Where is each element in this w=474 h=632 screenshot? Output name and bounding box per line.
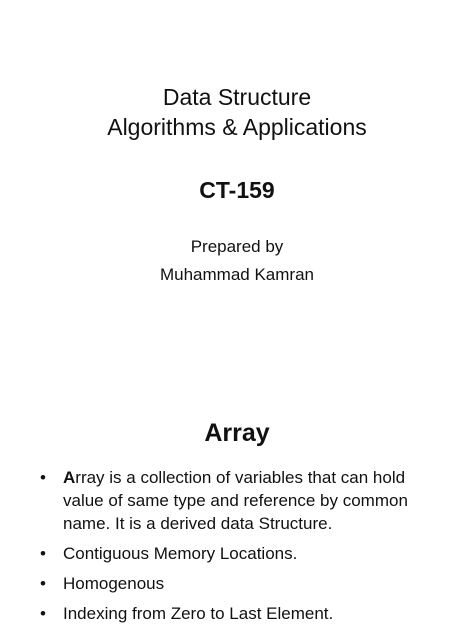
list-item [40,602,440,625]
list-item [40,572,440,595]
slide-title-line-1: Data Structure [162,84,312,110]
course-code: CT-159 [199,177,275,203]
list-item [40,542,440,565]
array-slide [0,316,474,632]
list-item [40,466,440,535]
bullet-text-line: Indexing from Zero to Last Element. [63,604,334,623]
bullet-text-line: name. It is a derived data Structure. [63,514,333,533]
slide-title-line-2: Algorithms & Applications [107,114,367,140]
prepared-by-label: Prepared by [190,237,284,256]
bullet-text-line [63,466,440,489]
bullet-text-line: Contiguous Memory Locations. [63,544,298,563]
slide-title: Array [204,419,270,447]
bullet-icon: • [40,544,46,563]
bullet-text-line: Homogenous [63,574,165,593]
bullet-text-line: value of same type and reference by common [63,491,408,510]
author-name: Muhammad Kamran [159,265,314,284]
bullet-list [40,466,440,632]
bullet-icon: • [40,574,46,593]
bullet-icon: • [40,604,46,623]
bold-lead-letter: A [63,468,76,487]
bullet-text: rray is a collection of variables that can hold [75,468,406,487]
bullet-icon: • [40,468,46,487]
